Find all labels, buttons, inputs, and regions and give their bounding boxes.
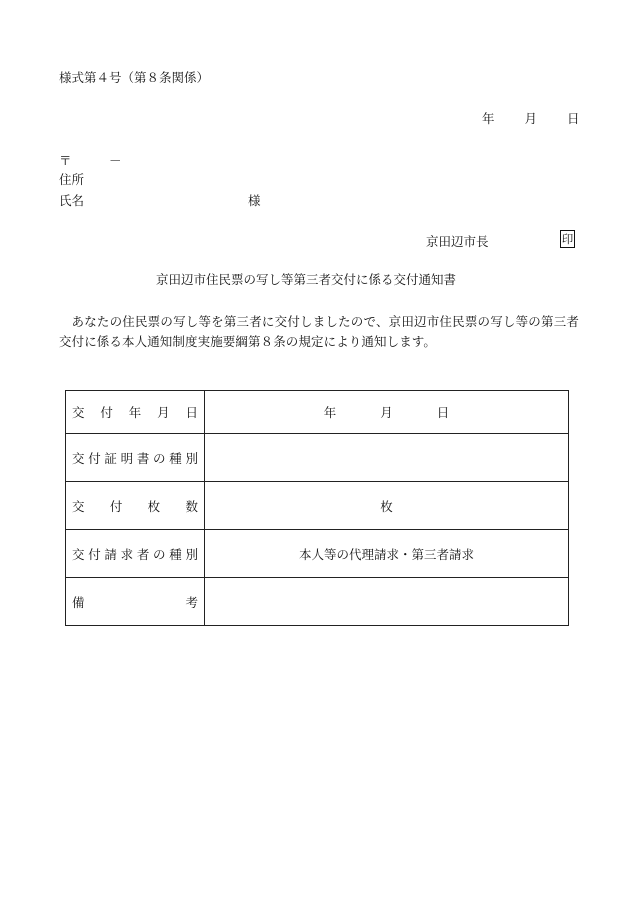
- date-day: 日: [567, 111, 580, 126]
- table-date-day: 日: [436, 405, 450, 420]
- issue-date: [482, 109, 580, 127]
- notice-body: あなたの住民票の写し等を第三者に交付しましたので、京田辺市住民票の写し等の第三者交付に係る本人通知制度実施要綱第８条の規定により通知します。: [59, 314, 579, 349]
- date-month: 月: [524, 111, 538, 126]
- table-row: [66, 578, 569, 626]
- row-value-remarks: [205, 578, 569, 626]
- table-row: [66, 530, 569, 578]
- form-number: 様式第４号（第８条関係）: [59, 70, 210, 85]
- seal-mark: 印: [561, 232, 574, 246]
- table-row: [66, 434, 569, 482]
- postal-code-line: 〒 －: [59, 153, 122, 168]
- row-label-sheet-count: 交付枚数: [66, 482, 205, 530]
- row-value-issue-date: [205, 391, 569, 434]
- table-row: [66, 391, 569, 434]
- row-label-issue-date: 交付年月日: [66, 391, 205, 434]
- table-date-month: 月: [380, 405, 393, 420]
- address-label: 住所: [59, 172, 85, 187]
- honorific: 様: [248, 193, 261, 208]
- row-value-sheet-count: 枚: [205, 482, 569, 530]
- table-row: [66, 482, 569, 530]
- row-label-certificate-type: 交付証明書の種別: [66, 434, 205, 482]
- row-label-requester-type: 交付請求者の種別: [66, 530, 205, 578]
- row-label-remarks: 備考: [66, 578, 205, 626]
- document-title: 京田辺市住民票の写し等第三者交付に係る交付通知書: [156, 272, 457, 287]
- sender-title: 京田辺市長: [426, 234, 489, 249]
- row-value-requester-type: 本人等の代理請求・第三者請求: [205, 530, 569, 578]
- table-date-year: 年: [323, 405, 337, 420]
- row-value-certificate-type: [205, 434, 569, 482]
- date-year: 年: [482, 111, 495, 126]
- name-label: 氏名: [59, 193, 85, 208]
- issuance-table: [65, 390, 569, 626]
